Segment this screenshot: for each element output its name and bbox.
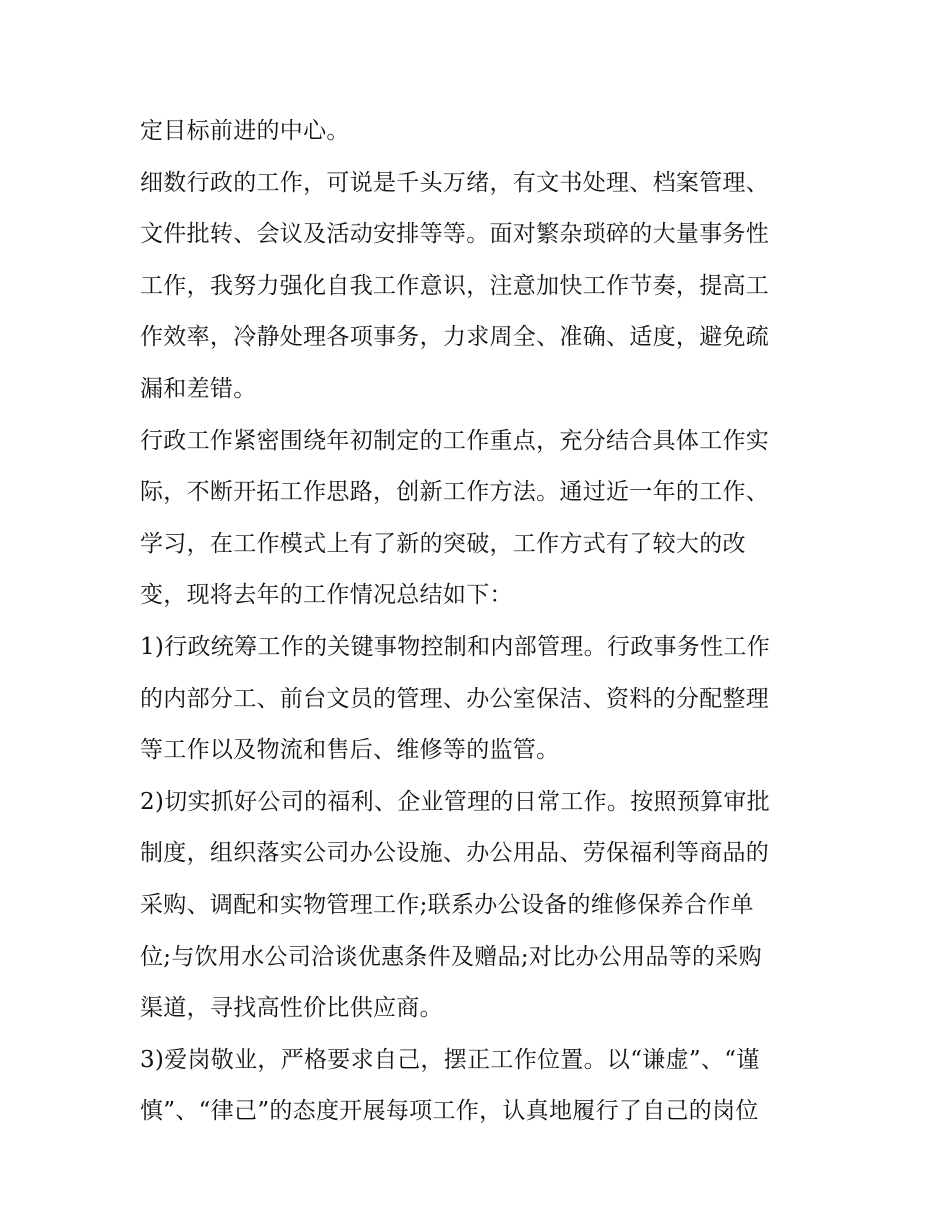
text-line: 定目标前进的中心。 xyxy=(140,118,350,144)
text-line: 学习，在工作模式上有了新的突破，工作方式有了较大的改 xyxy=(140,530,746,557)
document-body xyxy=(140,106,820,1138)
text-line: 文件批转、会议及活动安排等等。面对繁杂琐碎的大量事务性 xyxy=(140,221,770,248)
text-line: 制度，组织落实公司办公设施、办公用品、劳保福利等商品的 xyxy=(140,840,770,867)
text-line: 慎”、“律己”的态度开展每项工作，认真地履行了自己的岗位 xyxy=(140,1098,759,1125)
text-line: 漏和差错。 xyxy=(140,375,257,402)
text-line: 细数行政的工作，可说是千头万绪，有文书处理、档案管理、 xyxy=(140,169,770,196)
text-line: 行政工作紧密围绕年初制定的工作重点，充分结合具体工作实 xyxy=(140,427,770,454)
text-line: 渠道，寻找高性价比供应商。 xyxy=(140,995,443,1022)
text-line: 2)切实抓好公司的福利、企业管理的日常工作。按照预算审批 xyxy=(140,788,771,815)
text-line: 的内部分工、前台文员的管理、办公室保洁、资料的分配整理 xyxy=(140,685,770,712)
text-line: 1)行政统筹工作的关键事物控制和内部管理。行政事务性工作 xyxy=(140,633,771,660)
text-line: 采购、调配和实物管理工作;联系办公设备的维修保养合作单 xyxy=(140,891,754,918)
text-line: 作效率，冷静处理各项事务，力求周全、准确、适度，避免疏 xyxy=(140,324,770,351)
text-line: 变，现将去年的工作情况总结如下： xyxy=(140,582,513,609)
text-line: 3)爱岗敬业，严格要求自己，摆正工作位置。以“谦虚”、“谨 xyxy=(140,1046,760,1073)
text-line: 际，不断开拓工作思路，创新工作方法。通过近一年的工作、 xyxy=(140,479,770,506)
text-line: 位;与饮用水公司洽谈优惠条件及赠品;对比办公用品等的采购 xyxy=(140,943,762,970)
text-line: 等工作以及物流和售后、维修等的监管。 xyxy=(140,737,560,764)
text-line: 工作，我努力强化自我工作意识，注意加快工作节奏，提高工 xyxy=(140,272,770,299)
